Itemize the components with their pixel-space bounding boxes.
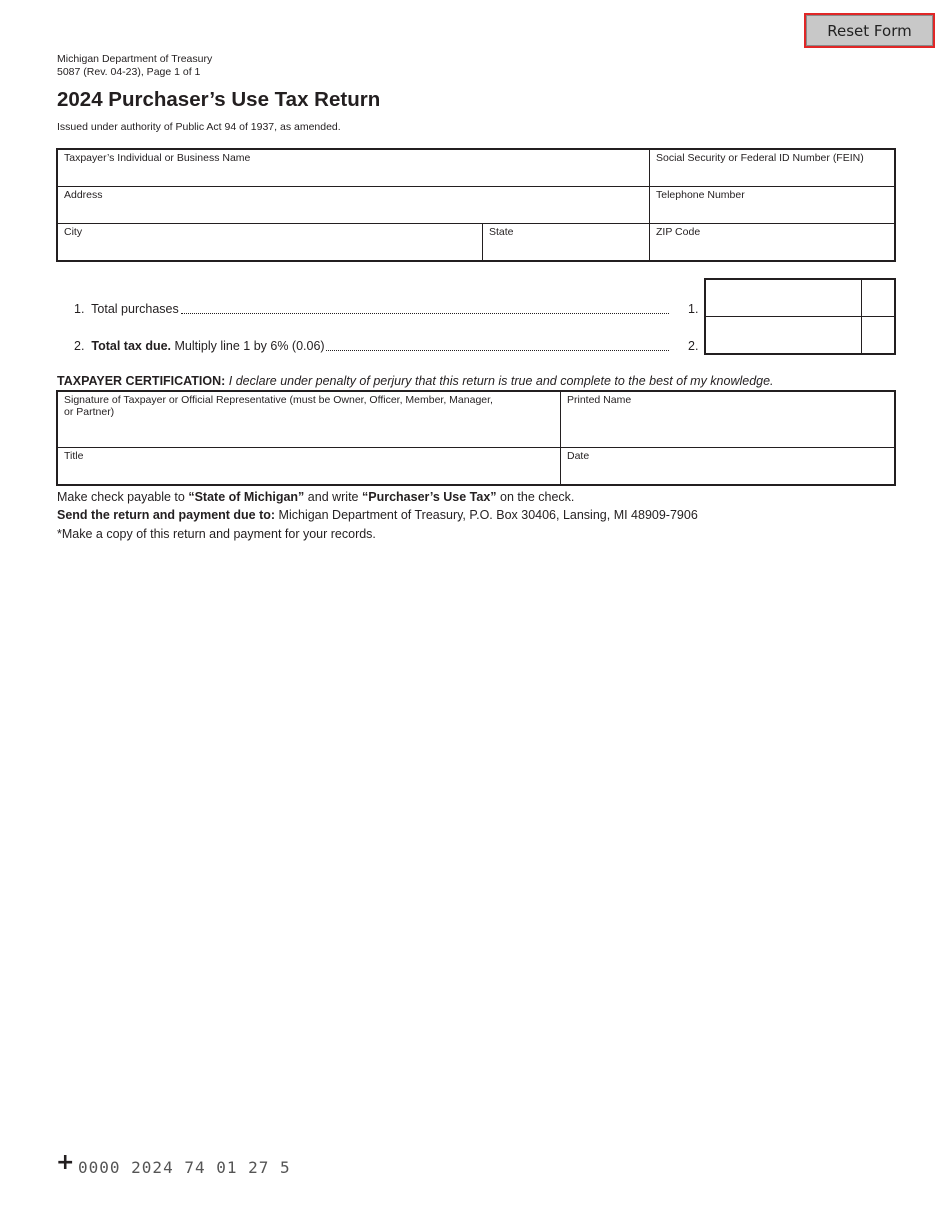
line-1-text	[74, 302, 179, 316]
department-name: Michigan Department of Treasury	[57, 53, 213, 65]
certification-statement	[57, 374, 774, 388]
title-cell	[57, 447, 561, 485]
authority-note: Issued under authority of Public Act 94 of 1937, as amended.	[57, 121, 341, 133]
certification-text: I declare under penalty of perjury that this return is true and complete to the best of my knowledge.	[228, 374, 774, 388]
date-cell	[560, 447, 895, 485]
line-1-cents-box	[861, 279, 895, 317]
line-2-dollars-box	[705, 316, 862, 354]
ssn-fein-input[interactable]	[655, 168, 889, 184]
telephone-cell	[649, 186, 895, 224]
address-cell	[57, 186, 650, 224]
signature-label: Signature of Taxpayer or Official Representative (must be Owner, Officer, Member, Manager, or Partner)	[64, 394, 493, 418]
line-1-leader	[181, 313, 669, 314]
mailing-instructions: Send the return and payment due to: Michigan Department of Treasury, P.O. Box 30406, Lansing, MI 48909-7906	[57, 508, 698, 522]
taxpayer-name-label: Taxpayer’s Individual or Business Name	[64, 152, 251, 164]
date-input[interactable]	[566, 466, 889, 482]
telephone-label: Telephone Number	[656, 189, 745, 201]
date-label: Date	[567, 450, 590, 462]
printed-name-cell	[560, 391, 895, 448]
city-cell	[57, 223, 483, 261]
zip-label: ZIP Code	[656, 226, 701, 238]
records-note: *Make a copy of this return and payment for your records.	[57, 527, 376, 541]
page-title: 2024 Purchaser’s Use Tax Return	[57, 88, 381, 111]
state-cell	[482, 223, 650, 261]
address-label: Address	[64, 189, 103, 201]
state-input[interactable]	[488, 242, 644, 258]
line-2-bold-label: Total tax due.	[91, 339, 172, 353]
line-1-label: Total purchases	[91, 302, 179, 316]
line-2-text	[74, 339, 325, 353]
reset-form-button[interactable]: Reset Form	[804, 13, 935, 48]
line-1-dollars-input[interactable]	[710, 289, 857, 307]
certification-heading: TAXPAYER CERTIFICATION:	[57, 374, 226, 388]
form-barcode-number: 0000 2024 74 01 27 5	[78, 1158, 291, 1177]
zip-input[interactable]	[655, 242, 889, 258]
line-1-dollars-box	[705, 279, 862, 317]
line-1-cents-input[interactable]	[866, 289, 890, 307]
line-2-cents-box	[861, 316, 895, 354]
telephone-input[interactable]	[655, 205, 889, 221]
line-2-leader	[326, 350, 669, 351]
address-input[interactable]	[63, 205, 644, 221]
line-2-cents-input[interactable]	[866, 326, 890, 344]
zip-cell	[649, 223, 895, 261]
taxpayer-name-input[interactable]	[63, 168, 644, 184]
ssn-fein-cell	[649, 149, 895, 187]
printed-name-input[interactable]	[566, 429, 889, 445]
check-instructions: Make check payable to “State of Michigan” and write “Purchaser’s Use Tax” on the check.	[57, 490, 575, 504]
line-2-number: 2.	[74, 339, 85, 353]
title-input[interactable]	[63, 466, 555, 482]
state-label: State	[489, 226, 514, 238]
line-1-number: 1.	[74, 302, 85, 316]
line-2-dollars-input[interactable]	[710, 326, 857, 344]
line-2-ref: 2.	[688, 339, 699, 353]
taxpayer-name-cell	[57, 149, 650, 187]
line-2-label: Multiply line 1 by 6% (0.06)	[174, 339, 325, 353]
printed-name-label: Printed Name	[567, 394, 632, 406]
plus-mark-icon: +	[56, 1150, 75, 1175]
line-1-ref: 1.	[688, 302, 699, 316]
city-label: City	[64, 226, 83, 238]
title-label: Title	[64, 450, 84, 462]
city-input[interactable]	[63, 242, 477, 258]
signature-cell[interactable]	[57, 391, 561, 448]
form-number: 5087 (Rev. 04-23), Page 1 of 1	[57, 66, 201, 78]
ssn-fein-label: Social Security or Federal ID Number (FEIN)	[656, 152, 864, 164]
